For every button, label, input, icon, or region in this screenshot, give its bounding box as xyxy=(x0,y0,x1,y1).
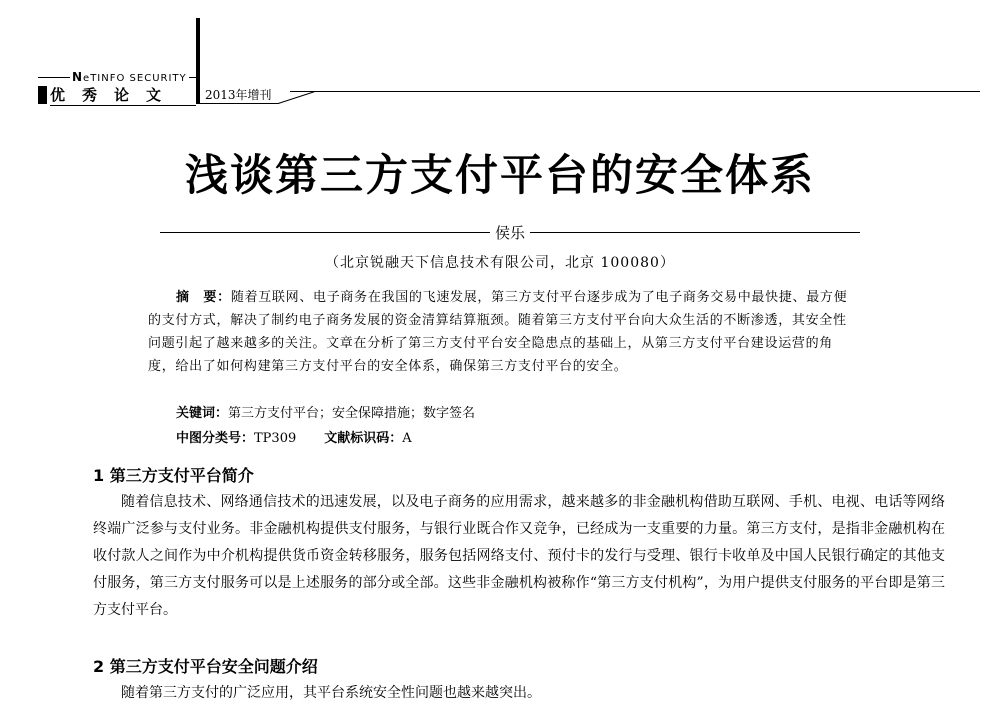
journal-brand xyxy=(70,70,189,84)
clc-label: 中图分类号： xyxy=(176,431,255,446)
abstract xyxy=(148,286,853,378)
section-label: 优秀论文 xyxy=(50,85,196,106)
clc-value: TP309 xyxy=(254,431,297,446)
brand-name: eTINFO SECURITY xyxy=(83,73,187,84)
article-title: 浅谈第三方支付平台的安全体系 xyxy=(185,151,815,201)
doc-code-label: 文献标识码： xyxy=(324,431,403,446)
abstract-label: 摘 要： xyxy=(176,290,231,305)
author-row xyxy=(160,222,860,244)
section-body-2: 随着第三方支付的广泛应用，其平台系统安全性问题也越来越突出。 xyxy=(121,685,541,701)
keywords xyxy=(176,402,475,421)
brand-initial: N xyxy=(72,70,84,84)
author-name: 侯乐 xyxy=(494,224,525,242)
header-underline xyxy=(199,103,279,104)
section-heading-1: 1 第三方支付平台简介 xyxy=(93,466,254,485)
keywords-text: 第三方支付平台；安全保障措施；数字签名 xyxy=(228,406,476,421)
section-body-1: 随着信息技术、网络通信技术的迅速发展，以及电子商务的应用需求，越来越多的非金融机构借助互联网、手机、电视、电话等网络终端广泛参与支付业务。非金融机构提供支付服务，与银行业既合作又竞争，已经成为一支重要的力量。第三方支付，是指非金融机构在收付款人之间作为中介机构提供货币资金转移服务，服务包括网络支付、预付卡的发行与受理、银行卡收单及中国人民银行确定的其他支付服务，第三方支付服务可以是上述服务的部分或全部。这些非金融机构被称作“第三方支付机构”，为用户提供支付服务的平台即是第三方支付平台。 xyxy=(93,494,945,618)
author-rule-left xyxy=(160,232,490,233)
author-rule-right xyxy=(530,232,860,233)
header-long-rule xyxy=(290,91,980,92)
doc-code-value: A xyxy=(402,431,412,446)
abstract-indent xyxy=(148,290,176,305)
header-vertical-rule xyxy=(196,18,200,104)
classification xyxy=(176,427,412,446)
keywords-label: 关键词： xyxy=(176,406,229,421)
section-heading-2: 2 第三方支付平台安全问题介绍 xyxy=(93,657,318,676)
abstract-text: 随着互联网、电子商务在我国的飞速发展，第三方支付平台逐步成为了电子商务交易中最快捷、最方便的支付方式，解决了制约电子商务发展的资金清算结算瓶颈。随着第三方支付平台向大众生活的不断渗透，其安全性问题引起了越来越多的关注。文章在分析了第三方支付平台安全隐患点的基础上，从第三方支付平台建设运营的角度，给出了如何构建第三方支付平台的安全体系，确保第三方支付平台的安全。 xyxy=(148,290,848,374)
author-affiliation: （北京锐融天下信息技术有限公司，北京 100080） xyxy=(325,255,675,271)
header-slant-rule xyxy=(278,91,314,104)
issue-label: 2013年增刊 xyxy=(205,88,272,102)
header-marker-block xyxy=(38,86,47,104)
